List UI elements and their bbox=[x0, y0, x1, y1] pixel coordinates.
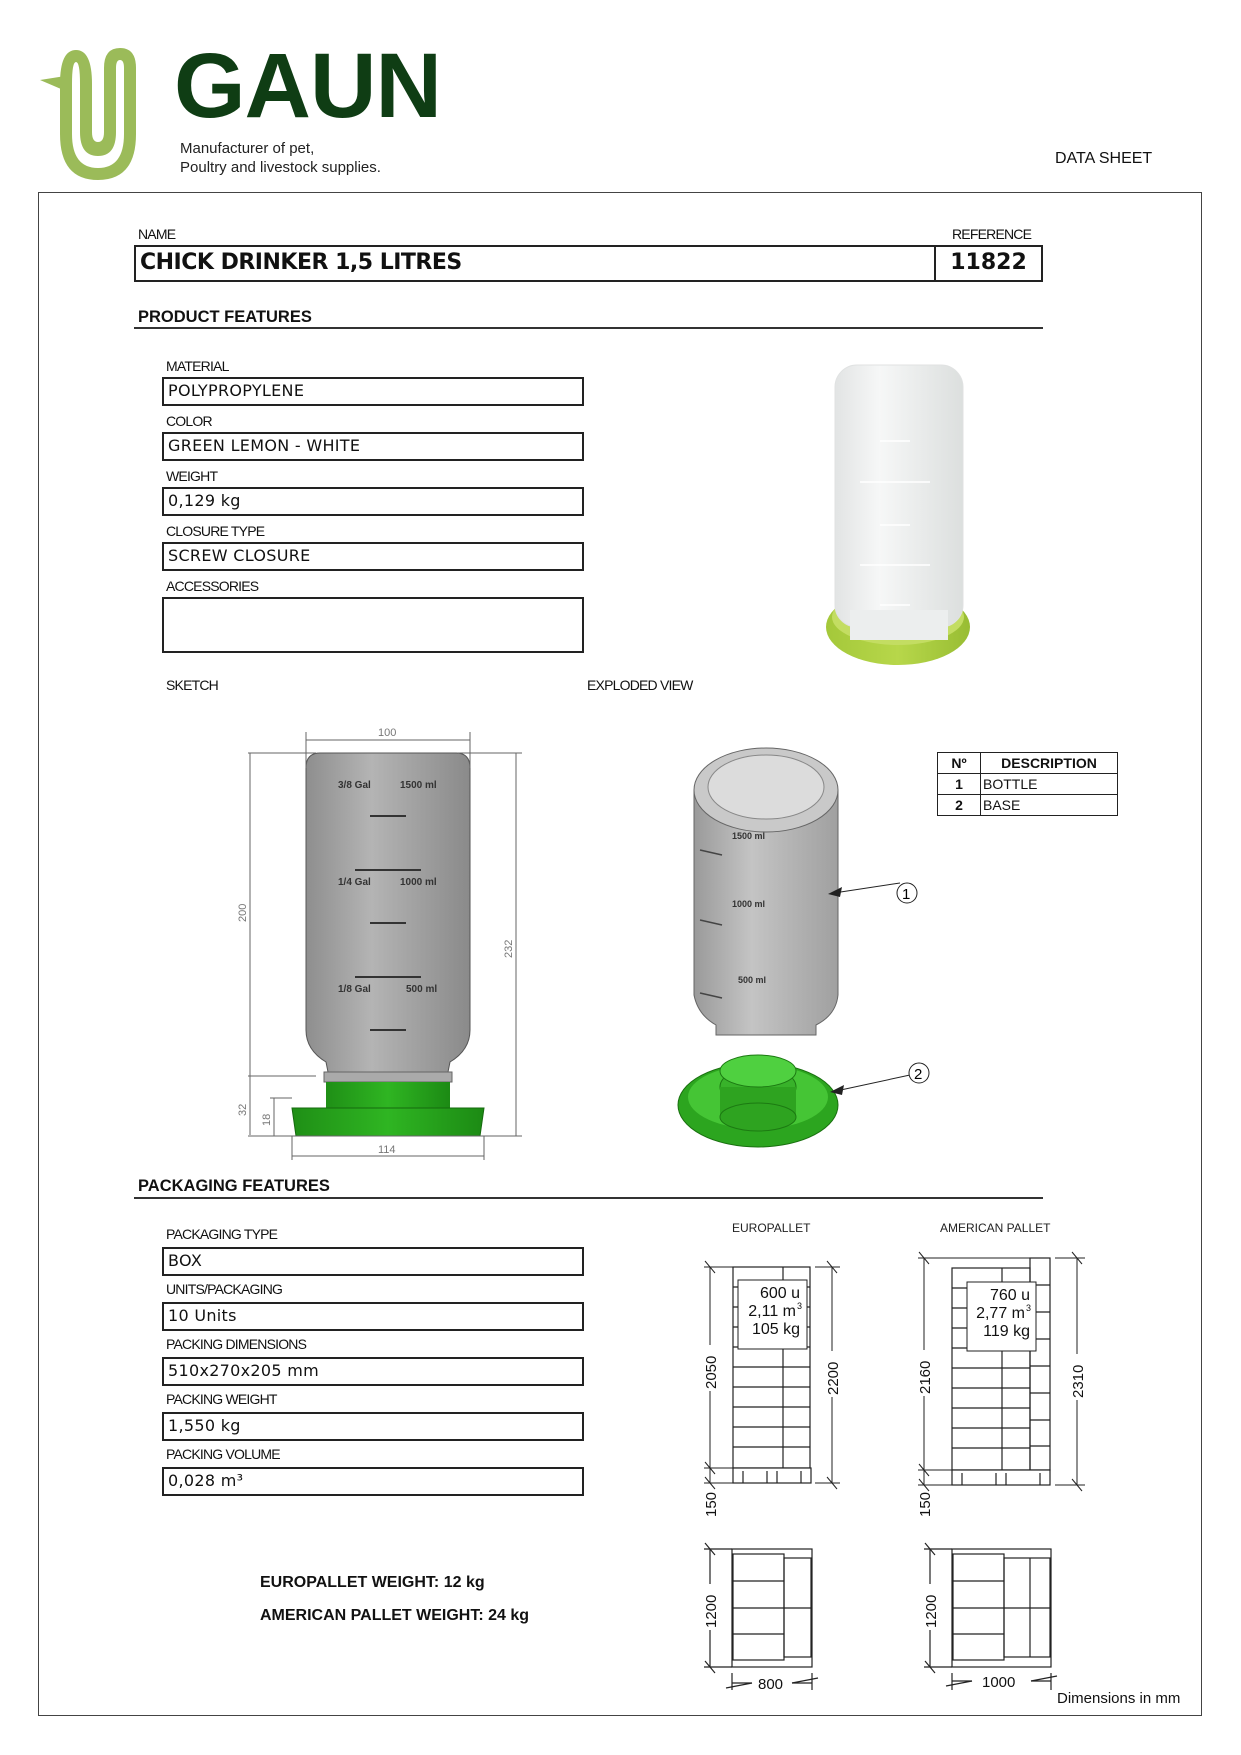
material-label: MATERIAL bbox=[166, 358, 229, 374]
europallet-volume-sup: 3 bbox=[796, 1301, 802, 1311]
brand-tagline-2: Poultry and livestock supplies. bbox=[180, 159, 381, 176]
parts-table-header bbox=[938, 753, 1118, 774]
packaging-features-title: PACKAGING FEATURES bbox=[138, 1177, 330, 1195]
reference-field: 11822 bbox=[934, 245, 1043, 282]
american-pallet-width: 1000 bbox=[982, 1674, 1016, 1691]
europallet-title: EUROPALLET bbox=[732, 1221, 811, 1235]
american-pallet-depth: 1200 bbox=[923, 1594, 940, 1628]
product-features-title: PRODUCT FEATURES bbox=[138, 308, 312, 326]
american-pallet-units: 760 u bbox=[989, 1287, 1030, 1304]
part-no: 1 bbox=[938, 774, 981, 795]
reference-label: REFERENCE bbox=[952, 226, 1032, 242]
europallet-weight-value: 105 kg bbox=[751, 1321, 800, 1338]
parts-header-description: DESCRIPTION bbox=[981, 753, 1118, 774]
callout-2-label: 2 bbox=[914, 1066, 923, 1083]
parts-header-no: Nº bbox=[938, 753, 981, 774]
sketch-bottle bbox=[306, 753, 470, 1072]
packing-volume-field: 0,028 m³ bbox=[162, 1467, 584, 1496]
callout-1-label: 1 bbox=[902, 886, 911, 903]
dim-height-total: 232 bbox=[503, 939, 515, 958]
europallet-width: 800 bbox=[758, 1676, 784, 1693]
sketch-mark-gal-1: 3/8 Gal bbox=[338, 780, 371, 791]
europallet-side-diagram bbox=[690, 1255, 860, 1525]
sketch-mark-gal-2: 1/4 Gal bbox=[338, 877, 371, 888]
packaging-type-label: PACKAGING TYPE bbox=[166, 1226, 278, 1242]
product-photo bbox=[820, 355, 980, 675]
american-pallet-total-height: 2310 bbox=[1070, 1364, 1087, 1398]
europallet-pallet-height: 150 bbox=[703, 1491, 720, 1517]
american-pallet-weight-value: 119 kg bbox=[983, 1323, 1030, 1340]
packing-weight-field: 1,550 kg bbox=[162, 1412, 584, 1441]
packing-weight-label: PACKING WEIGHT bbox=[166, 1391, 277, 1407]
packing-volume-label: PACKING VOLUME bbox=[166, 1446, 280, 1462]
exploded-mark-1: 1500 ml bbox=[732, 831, 766, 841]
exploded-view-label: EXPLODED VIEW bbox=[587, 677, 693, 693]
parts-table bbox=[937, 752, 1118, 816]
europallet-total-height: 2200 bbox=[825, 1361, 842, 1395]
europallet-depth: 1200 bbox=[703, 1594, 720, 1628]
packaging-type-field: BOX bbox=[162, 1247, 584, 1276]
table-row bbox=[938, 774, 1118, 795]
units-packaging-field: 10 Units bbox=[162, 1302, 584, 1331]
accessories-field bbox=[162, 597, 584, 653]
sketch-label: SKETCH bbox=[166, 677, 218, 693]
american-pallet-top-diagram bbox=[910, 1540, 1080, 1700]
accessories-label: ACCESSORIES bbox=[166, 578, 259, 594]
europallet-volume: 2,11 m bbox=[748, 1303, 796, 1320]
weight-field: 0,129 kg bbox=[162, 487, 584, 516]
packing-dimensions-label: PACKING DIMENSIONS bbox=[166, 1336, 307, 1352]
name-label: NAME bbox=[138, 226, 176, 242]
doc-type: DATA SHEET bbox=[1055, 150, 1153, 167]
closure-type-field: SCREW CLOSURE bbox=[162, 542, 584, 571]
gaun-logo-icon bbox=[38, 44, 156, 182]
part-description: BOTTLE bbox=[981, 774, 1118, 795]
dim-base-width: 114 bbox=[378, 1144, 396, 1156]
american-pallet-side-diagram bbox=[910, 1250, 1090, 1525]
europallet-stack-height: 2050 bbox=[703, 1355, 720, 1389]
part-no: 2 bbox=[938, 795, 981, 816]
dim-rim-height: 18 bbox=[261, 1113, 273, 1126]
closure-type-label: CLOSURE TYPE bbox=[166, 523, 265, 539]
brand-logo bbox=[38, 35, 458, 184]
american-pallet-volume-sup: 3 bbox=[1025, 1303, 1031, 1313]
exploded-mark-2: 1000 ml bbox=[732, 899, 766, 909]
product-features-divider bbox=[134, 327, 1043, 329]
units-packaging-label: UNITS/PACKAGING bbox=[166, 1281, 283, 1297]
dim-height-body: 200 bbox=[237, 903, 249, 922]
american-pallet-volume: 2,77 m bbox=[976, 1305, 1025, 1322]
europallet-weight: EUROPALLET WEIGHT: 12 kg bbox=[260, 1574, 485, 1591]
american-pallet-title: AMERICAN PALLET bbox=[940, 1221, 1051, 1235]
sketch-mark-ml-3: 500 ml bbox=[406, 984, 438, 995]
brand-name: GAUN bbox=[174, 35, 441, 137]
sketch-mark-gal-3: 1/8 Gal bbox=[338, 984, 371, 995]
american-pallet-stack-height: 2160 bbox=[917, 1360, 934, 1394]
packaging-features-divider bbox=[134, 1197, 1043, 1199]
material-field: POLYPROPYLENE bbox=[162, 377, 584, 406]
sketch-mark-ml-2: 1000 ml bbox=[400, 877, 437, 888]
dimensions-note: Dimensions in mm bbox=[1057, 1690, 1181, 1707]
sketch-base-dish bbox=[292, 1108, 484, 1136]
sketch-mark-ml-1: 1500 ml bbox=[400, 780, 437, 791]
brand-tagline-1: Manufacturer of pet, bbox=[180, 140, 315, 157]
part-description: BASE bbox=[981, 795, 1118, 816]
europallet-top-diagram bbox=[690, 1540, 840, 1700]
sketch-base-collar bbox=[326, 1082, 450, 1108]
exploded-mark-3: 500 ml bbox=[738, 975, 767, 985]
dim-width-top: 100 bbox=[378, 727, 397, 739]
dim-base-height: 32 bbox=[237, 1103, 249, 1116]
photo-bottle bbox=[835, 365, 963, 627]
europallet-units: 600 u bbox=[759, 1285, 800, 1302]
weight-label: WEIGHT bbox=[166, 468, 218, 484]
color-label: COLOR bbox=[166, 413, 212, 429]
table-row bbox=[938, 795, 1118, 816]
color-field: GREEN LEMON - WHITE bbox=[162, 432, 584, 461]
sketch-drawing bbox=[220, 710, 540, 1160]
packing-dimensions-field: 510x270x205 mm bbox=[162, 1357, 584, 1386]
american-pallet-weight: AMERICAN PALLET WEIGHT: 24 kg bbox=[260, 1607, 530, 1624]
name-field: CHICK DRINKER 1,5 LITRES bbox=[134, 245, 936, 282]
american-pallet-pallet-height: 150 bbox=[917, 1491, 934, 1517]
